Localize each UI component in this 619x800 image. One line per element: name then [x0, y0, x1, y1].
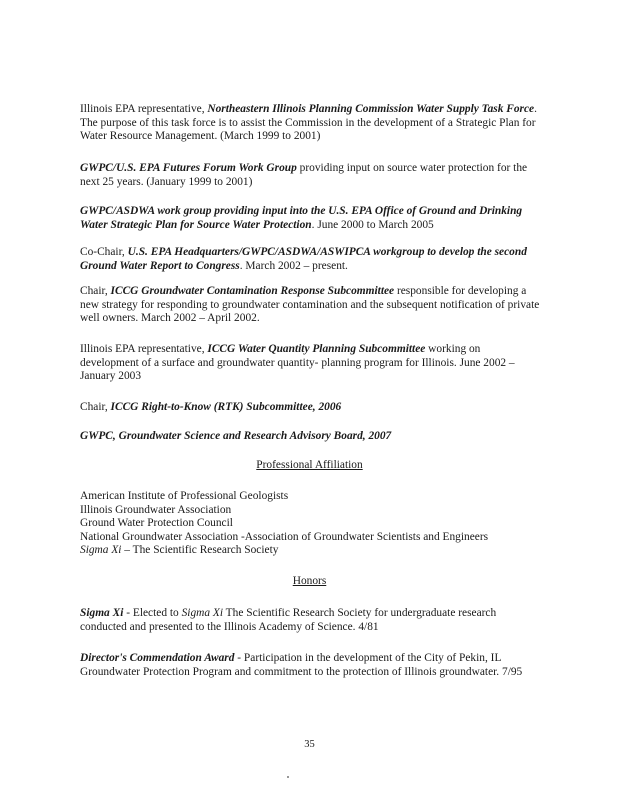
entry-prefix: Co-Chair,: [80, 246, 128, 258]
entry-title: GWPC, Groundwater Science and Research Advisory Board, 2007: [80, 430, 392, 442]
list-item: American Institute of Professional Geologists: [80, 490, 289, 502]
entry-title: GWPC/U.S. EPA Futures Forum Work Group: [80, 162, 297, 174]
entry-title: GWPC/ASDWA work group providing input into the U.S. EPA Office of Ground and Drinking Water Strategic Plan for Source Water Protection: [80, 205, 523, 231]
honor-text: - Elected to: [123, 607, 182, 619]
committee-entry: [80, 246, 540, 273]
honor-society: Sigma Xi: [181, 607, 224, 619]
entry-title: U.S. EPA Headquarters/GWPC/ASDWA/ASWIPCA workgroup to develop the second Ground Water Report to Congress: [80, 246, 527, 272]
committee-entry: [80, 343, 540, 384]
page-number: 35: [304, 738, 315, 750]
committee-entry: [80, 430, 540, 444]
committee-entry: [80, 103, 540, 144]
society-name: Sigma Xi: [80, 544, 122, 557]
honor-title: Director's Commendation Award: [80, 652, 235, 664]
entry-prefix: Illinois EPA representative,: [80, 103, 208, 115]
honor-entry: [80, 607, 540, 634]
entry-description: working on development of a surface and groundwater quantity- planning program for Illinois. June 2002 – January 2003: [80, 343, 515, 383]
list-item: National Groundwater Association -Association of Groundwater Scientists and Engineers: [80, 530, 489, 543]
committee-entry: [80, 162, 540, 189]
entry-title: ICCG Right-to-Know (RTK) Subcommittee, 2006: [110, 401, 342, 413]
entry-title: ICCG Water Quantity Planning Subcommittee: [207, 343, 426, 355]
list-item: Ground Water Protection Council: [80, 517, 233, 530]
honor-description: The Scientific Research Society for undergraduate research conducted and presented to the Illinois Academy of Science. 4/81: [80, 607, 497, 633]
committee-entry: [80, 401, 540, 415]
entry-description: providing input on source water protection for the next 25 years. (January 1999 to 2001): [80, 162, 528, 188]
entry-description: . March 2002 – present.: [239, 259, 348, 272]
committee-entry: [80, 205, 540, 232]
section-heading-affiliation: Professional Affiliation: [256, 459, 363, 471]
list-item: [80, 544, 550, 558]
entry-description: . June 2000 to March 2005: [311, 218, 434, 231]
honor-title: Sigma Xi: [80, 607, 124, 619]
society-description: – The Scientific Research Society: [121, 544, 279, 557]
section-heading-honors: Honors: [292, 575, 327, 587]
entry-title: Northeastern Illinois Planning Commission Water Supply Task Force: [207, 103, 535, 115]
committee-entry: [80, 285, 540, 326]
entry-description: responsible for developing a new strategy for responding to groundwater contamination and the subsequent notification of private well owners. March 2002 – April 2002.: [80, 285, 540, 325]
honor-description: - Participation in the development of the City of Pekin, IL Groundwater Protection Program and commitment to the protection of Illinois groundwater. 7/95: [80, 652, 523, 678]
entry-prefix: Illinois EPA representative,: [80, 343, 208, 355]
entry-title: ICCG Groundwater Contamination Response Subcommittee: [110, 285, 395, 297]
entry-prefix: Chair,: [80, 401, 111, 413]
entry-prefix: Chair,: [80, 285, 111, 297]
honor-entry: [80, 652, 540, 679]
affiliation-list: [80, 490, 550, 558]
scan-speck: [287, 776, 289, 778]
list-item: Illinois Groundwater Association: [80, 503, 232, 516]
entry-description: . The purpose of this task force is to assist the Commission in the development of a Strategic Plan for Water Resource Management. (March 1999 to 2001): [80, 103, 537, 143]
